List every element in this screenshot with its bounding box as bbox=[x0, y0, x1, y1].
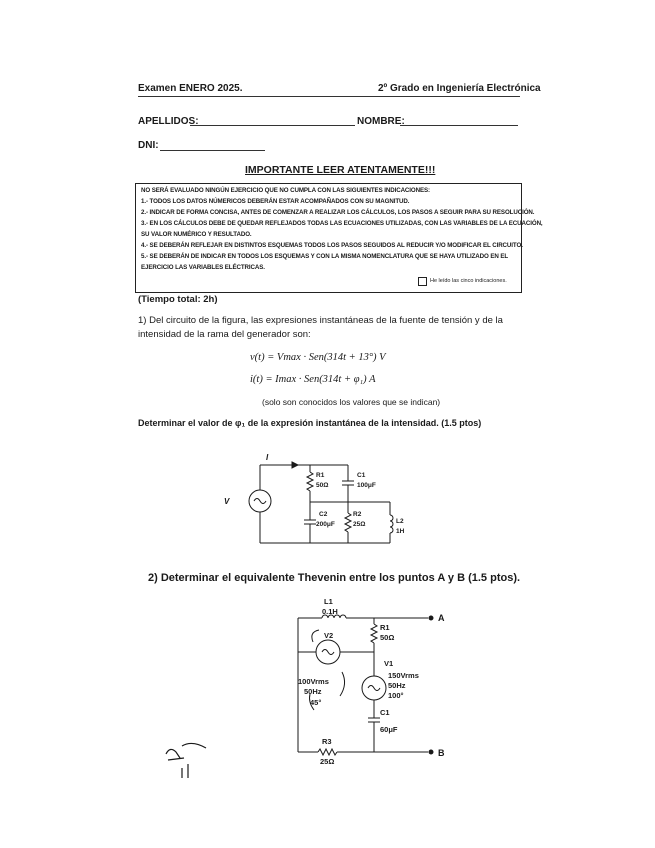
q1-note: (solo son conocidos los valores que se indican) bbox=[262, 397, 441, 407]
l1-label: L1 bbox=[324, 597, 333, 606]
read-checkbox[interactable] bbox=[418, 277, 427, 286]
notice-line: NO SERÁ EVALUADO NINGÚN EJERCICIO QUE NO CUMPLA CON LAS SIGUIENTES INDICACIONES: bbox=[141, 187, 431, 194]
v1-value: 100° bbox=[388, 691, 404, 700]
l1-value: 0.1H bbox=[322, 607, 338, 616]
notice-line: SU VALOR NUMÉRICO Y RESULTADO. bbox=[141, 231, 252, 238]
degree-title: 2º Grado en Ingeniería Electrónica bbox=[378, 83, 541, 94]
r3-value: 25Ω bbox=[320, 757, 335, 766]
r1-label: R1 bbox=[316, 472, 325, 479]
l2-label: L2 bbox=[396, 518, 404, 525]
dni-label: DNI: bbox=[138, 140, 159, 151]
notice-line: 4.- SE DEBERÁN REFLEJAR EN DISTINTOS ESQUEMAS TODOS LOS PASOS SEGUIDOS AL REDUCIR Y/O MODIFICAR EL CIRCUITO. bbox=[141, 242, 523, 249]
q1-line2: intensidad de la rama del generador son: bbox=[138, 329, 311, 340]
q1-voltage-eq: v(t) = Vmax · Sen(314t + 13°) V bbox=[250, 352, 386, 363]
handwritten-mark bbox=[160, 738, 220, 778]
circuit-2 bbox=[280, 590, 480, 770]
c1-label: C1 bbox=[380, 708, 390, 717]
circuit-1 bbox=[200, 440, 540, 555]
notice-line: 3.- EN LOS CÁLCULOS DEBE DE QUEDAR REFLEJADOS TODAS LAS ECUACIONES UTILIZADAS, CON LAS VARIABLES DE LA ECUACIÓN, bbox=[141, 220, 543, 227]
c2-value: 200μF bbox=[316, 521, 335, 528]
notice-box bbox=[135, 183, 543, 293]
q1-line1: 1) Del circuito de la figura, las expresiones instantáneas de la fuente de tensión y de la bbox=[138, 315, 503, 326]
current-label: I bbox=[266, 453, 269, 462]
l2-value: 1H bbox=[396, 528, 405, 535]
notice-line: EJERCICIO LAS VARIABLES ELÉCTRICAS. bbox=[141, 264, 265, 271]
c2-label: C2 bbox=[319, 511, 328, 518]
terminal-b: B bbox=[438, 748, 445, 758]
notice-line: 2.- INDICAR DE FORMA CONCISA, ANTES DE COMENZAR A REALIZAR LOS CÁLCULOS, LOS PASOS A SEGUIR PARA SU RESOLUCIÓN. bbox=[141, 209, 535, 216]
notice-title: IMPORTANTE LEER ATENTAMENTE!!! bbox=[245, 164, 436, 176]
r1-value: 50Ω bbox=[380, 633, 395, 642]
name-field[interactable] bbox=[400, 125, 518, 126]
notice-line: 5.- SE DEBERÁN DE INDICAR EN TODOS LOS ESQUEMAS Y CON LA MISMA NOMENCLATURA QUE SE HAYA UTILIZADO EN EL bbox=[141, 253, 509, 260]
r1-value: 50Ω bbox=[316, 482, 329, 489]
checkbox-label: He leído las cinco indicaciones. bbox=[430, 278, 507, 284]
v2-value: 100Vrms bbox=[298, 677, 329, 686]
c1-value: 60μF bbox=[380, 725, 398, 734]
r1-resistor-icon bbox=[307, 472, 313, 491]
c1-value: 100μF bbox=[357, 482, 376, 489]
v2-value: 45° bbox=[310, 698, 322, 707]
q2-title: 2) Determinar el equivalente Thevenin entre los puntos A y B (1.5 ptos). bbox=[148, 572, 521, 584]
q1-task: Determinar el valor de φ₁ de la expresión instantánea de la intensidad. (1.5 ptos) bbox=[138, 418, 482, 428]
v2-value: 50Hz bbox=[304, 687, 322, 696]
source-label: V bbox=[224, 497, 230, 506]
r3-label: R3 bbox=[322, 737, 332, 746]
surnames-label: APELLIDOS: bbox=[138, 116, 199, 127]
v1-value: 150Vrms bbox=[388, 671, 419, 680]
r2-value: 25Ω bbox=[353, 521, 366, 528]
r2-label: R2 bbox=[353, 511, 362, 518]
dni-field[interactable] bbox=[160, 150, 265, 151]
header-rule bbox=[138, 96, 520, 97]
r1-label: R1 bbox=[380, 623, 390, 632]
v2-label: V2 bbox=[324, 631, 334, 640]
total-time: (Tiempo total: 2h) bbox=[138, 294, 218, 305]
v1-value: 50Hz bbox=[388, 681, 406, 690]
notice-line: 1.- TODOS LOS DATOS NÚMERICOS DEBERÁN ESTAR ACOMPAÑADOS CON SU MAGNITUD. bbox=[141, 198, 410, 205]
v1-label: V1 bbox=[384, 659, 394, 668]
surnames-field[interactable] bbox=[190, 125, 355, 126]
q1-current-eq: i(t) = Imax · Sen(314t + φ₁) A bbox=[250, 374, 376, 385]
terminal-a: A bbox=[438, 613, 445, 623]
exam-title: Examen ENERO 2025. bbox=[138, 83, 243, 94]
name-label: NOMBRE: bbox=[357, 116, 405, 127]
c1-label: C1 bbox=[357, 472, 366, 479]
